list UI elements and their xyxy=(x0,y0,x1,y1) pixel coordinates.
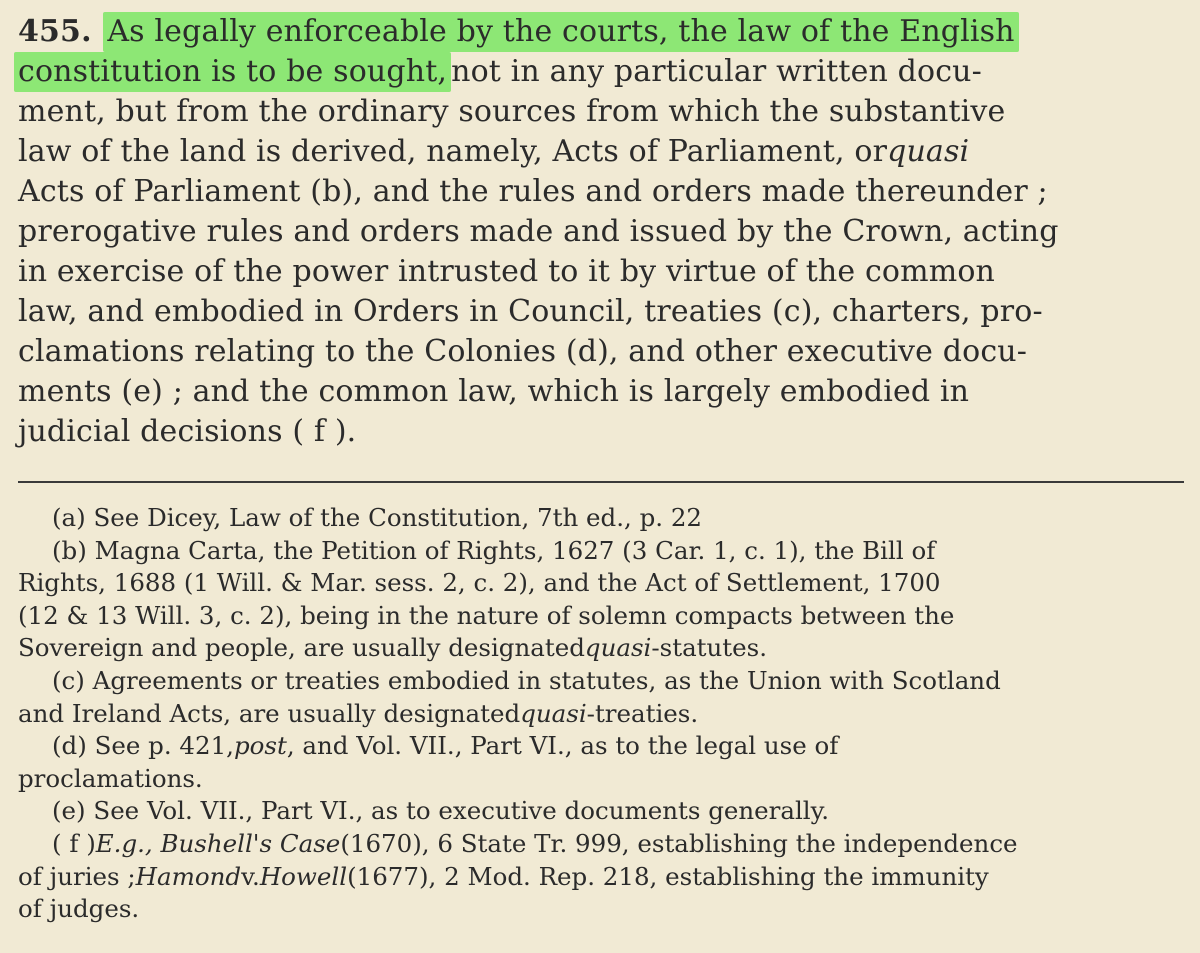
paragraph-text: law of the land is derived, namely, Acts of Parliament, or xyxy=(18,134,888,169)
footnote-f-line-3 xyxy=(18,893,1182,926)
footnote-text: of juries ; xyxy=(18,861,136,891)
paragraph-line-8 xyxy=(18,292,1182,332)
paragraph-number: 455. xyxy=(18,14,92,49)
paragraph-text: clamations relating to the Colonies (d), and other executive docu- xyxy=(18,334,1028,369)
footnote-text: Sovereign and people, are usually designated xyxy=(18,633,585,663)
footnote-text: (1670), 6 State Tr. 999, establishing the independence xyxy=(340,828,1018,858)
paragraph-text: in exercise of the power intrusted to it by virtue of the common xyxy=(18,254,996,289)
paragraph-line-10 xyxy=(18,372,1182,412)
footnote-italic-text: post xyxy=(233,731,287,761)
footnote-text: , and Vol. VII., Part VI., as to the legal use of xyxy=(286,731,839,761)
footnote-text: and Ireland Acts, are usually designated xyxy=(18,698,521,728)
footnote-text: (a) See Dicey, Law of the Constitution, 7th ed., p. 22 xyxy=(52,503,703,532)
footnote-text: ( f ) xyxy=(52,828,96,858)
footnote-text: proclamations. xyxy=(18,763,203,793)
footnote-c-line-2 xyxy=(18,698,1182,731)
footnote-text: (1677), 2 Mod. Rep. 218, establishing the immunity xyxy=(347,861,989,891)
footnote-italic-text: quasi xyxy=(520,698,587,728)
footnote-e xyxy=(18,795,1182,828)
paragraph-text: ments (e) ; and the common law, which is largely embodied in xyxy=(18,374,970,409)
footnote-text: (e) See Vol. VII., Part VI., as to executive documents generally. xyxy=(52,796,830,826)
footnote-b-line-2 xyxy=(18,567,1182,600)
main-paragraph xyxy=(18,12,1182,452)
footnote-b-line-3 xyxy=(18,600,1182,633)
footnote-text: (12 & 13 Will. 3, c. 2), being in the nature of solemn compacts between the xyxy=(18,600,955,630)
footnote-a xyxy=(18,502,1182,535)
footnote-text: v. xyxy=(241,861,260,891)
footnote-italic-text: Hamond xyxy=(135,861,242,891)
footnote-text: -treaties. xyxy=(586,698,699,728)
footnote-b-line-1 xyxy=(18,535,1182,568)
paragraph-text: ment, but from the ordinary sources from which the substantive xyxy=(18,94,1006,129)
footnote-italic-text: Howell xyxy=(259,861,348,891)
paragraph-line-1 xyxy=(18,12,1182,52)
paragraph-text: prerogative rules and orders made and issued by the Crown, acting xyxy=(18,214,1059,249)
paragraph-line-11 xyxy=(18,412,1182,452)
footnote-f-line-2 xyxy=(18,861,1182,894)
paragraph-italic-text: quasi xyxy=(887,134,970,169)
footnote-d-line-1 xyxy=(18,730,1182,763)
paragraph-text: law, and embodied in Orders in Council, treaties (c), charters, pro- xyxy=(18,294,1043,329)
paragraph-line-4 xyxy=(18,132,1182,172)
paragraph-line-2 xyxy=(18,52,1182,92)
paragraph-text: judicial decisions ( f ). xyxy=(18,414,357,449)
footnote-italic-text: E.g., Bushell's Case xyxy=(95,828,341,858)
footnote-text: (d) See p. 421, xyxy=(52,731,234,761)
section-divider xyxy=(18,481,1184,483)
footnotes xyxy=(18,502,1182,926)
paragraph-line-9 xyxy=(18,332,1182,372)
paragraph-text: Acts of Parliament (b), and the rules and orders made thereunder ; xyxy=(18,174,1048,209)
paragraph-line-7 xyxy=(18,252,1182,292)
paragraph-line-3 xyxy=(18,92,1182,132)
footnote-text: Rights, 1688 (1 Will. & Mar. sess. 2, c. 2), and the Act of Settlement, 1700 xyxy=(18,568,941,598)
highlighted-text: constitution is to be sought, xyxy=(14,52,451,92)
footnote-italic-text: quasi xyxy=(584,633,652,663)
paragraph-line-5 xyxy=(18,172,1182,212)
paragraph-line-6 xyxy=(18,212,1182,252)
footnote-text: -statutes. xyxy=(651,633,768,663)
footnote-c-line-1 xyxy=(18,665,1182,698)
footnote-b-line-4 xyxy=(18,632,1182,665)
footnote-d-line-2 xyxy=(18,763,1182,796)
highlighted-text: As legally enforceable by the courts, the law of the English xyxy=(103,12,1018,52)
footnote-text: (c) Agreements or treaties embodied in statutes, as the Union with Scotland xyxy=(52,665,1001,695)
footnote-text: (b) Magna Carta, the Petition of Rights, 1627 (3 Car. 1, c. 1), the Bill of xyxy=(52,535,936,565)
paragraph-text: not in any particular written docu- xyxy=(451,54,982,89)
footnote-text: of judges. xyxy=(18,894,140,924)
footnote-f-line-1 xyxy=(18,828,1182,861)
